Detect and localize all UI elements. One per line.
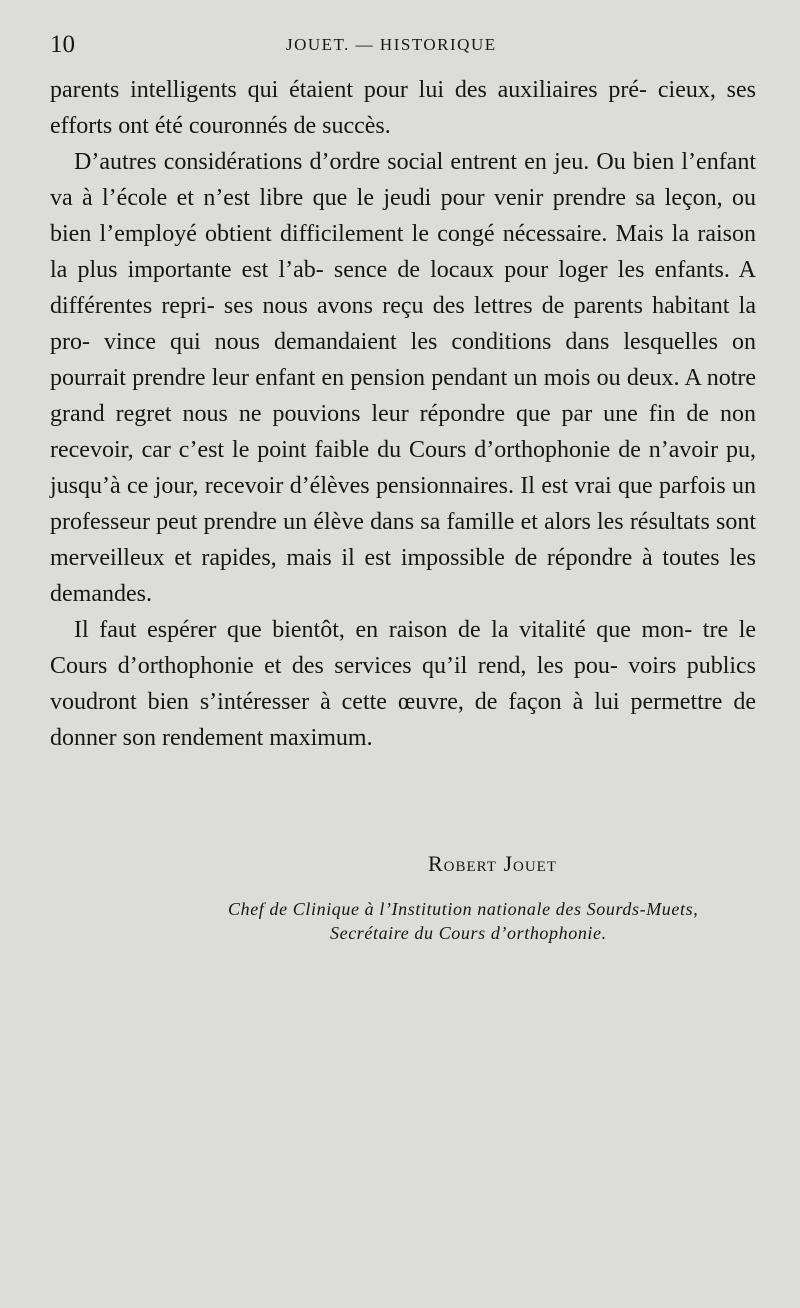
text-line: tre le Cours d’orthophonie et des services qu’il rend, les pou- (50, 617, 757, 679)
text-line: parents intelligents qui étaient pour lui des auxiliaires pré- (50, 77, 648, 103)
author-title-line-1: Chef de Clinique à l’Institution nationale des Sourds-Muets, (228, 899, 699, 919)
text-line: congé nécessaire. Mais la raison la plus importante est l’ab- (50, 221, 756, 283)
paragraph-2 (50, 144, 756, 612)
text-line: d’élèves pensionnaires. Il est vrai que parfois un professeur (50, 473, 757, 535)
text-line: deux. A notre grand regret nous ne pouvions leur répondre (50, 365, 757, 427)
text-line: bien l’enfant va à l’école et n’est libre que le jeudi pour venir (50, 149, 757, 211)
text-line: D’autres considérations d’ordre social entrent en jeu. Ou (74, 149, 626, 175)
text-line: sence de locaux pour loger les enfants. A différentes repri- (50, 257, 757, 319)
body-text (50, 72, 756, 756)
page-number: 10 (50, 31, 75, 58)
text-line: pourrait prendre leur enfant en pension pendant un mois ou (50, 365, 621, 391)
text-line: à lui permettre de donner son rendement maximum. (50, 689, 757, 751)
text-line: voirs publics voudront bien s’intéresser à cette œuvre, de façon (50, 653, 757, 715)
text-line: sont merveilleux et rapides, mais il est impossible de répondre (50, 509, 756, 571)
running-title: JOUET. — HISTORIQUE (286, 35, 497, 54)
paragraph-1 (50, 72, 756, 144)
text-line: que par une fin de non recevoir, car c’est le point faible du (50, 401, 757, 463)
text-line: prendre sa leçon, ou bien l’employé obtient difficilement le (50, 185, 756, 247)
author-signature: Robert Jouet (428, 851, 557, 876)
text-line: Cours d’orthophonie de n’avoir pu, jusqu’à ce jour, recevoir (50, 437, 756, 499)
text-line: vince qui nous demandaient les conditions dans lesquelles on (104, 329, 756, 355)
text-line: peut prendre un élève dans sa famille et alors les résultats (156, 509, 710, 535)
paragraph-3 (50, 612, 756, 756)
author-title-line-2: Secrétaire du Cours d’orthophonie. (330, 923, 607, 943)
text-line: à toutes les demandes. (50, 545, 757, 607)
running-head (50, 30, 755, 60)
text-line: ses nous avons reçu des lettres de parents habitant la pro- (50, 293, 756, 355)
text-line: cieux, ses efforts ont été couronnés de succès. (50, 77, 756, 139)
text-line: Il faut espérer que bientôt, en raison de la vitalité que mon- (74, 617, 693, 643)
